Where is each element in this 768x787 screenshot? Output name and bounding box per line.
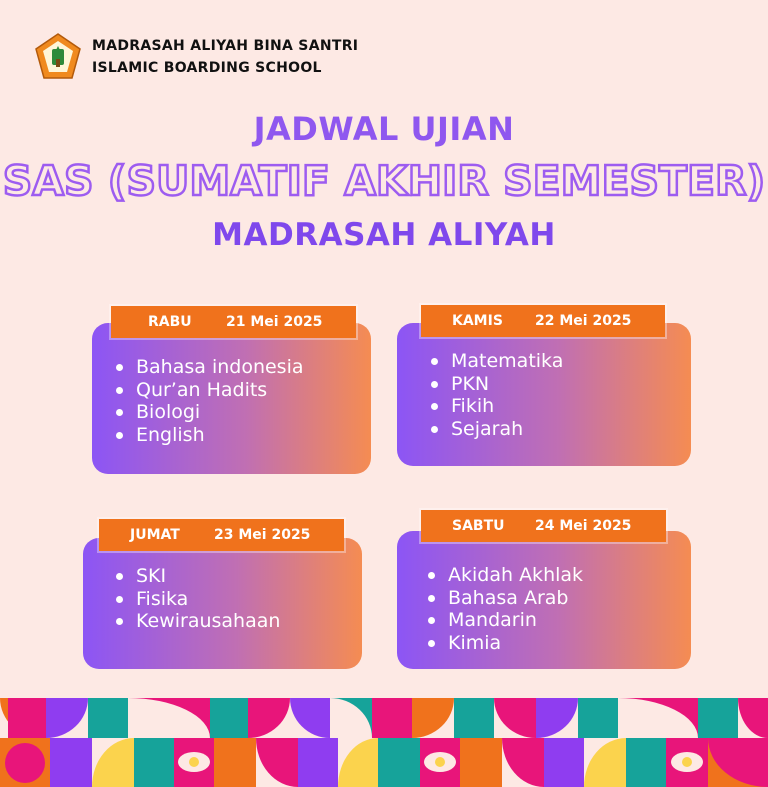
schedule-card-rabu [92,323,371,474]
pattern-bottom-row [0,738,768,787]
school-lines [92,35,358,79]
subject-item: Matematika [429,350,563,373]
subject-item: Mandarin [426,609,583,632]
subject-item: PKN [429,373,563,396]
date-label: 21 Mei 2025 [226,314,323,330]
subject-item: Kimia [426,632,583,655]
subject-list [114,565,280,633]
subject-item: Sejarah [429,418,563,441]
subject-item: Akidah Akhlak [426,564,583,587]
day-label: KAMIS [452,313,503,329]
day-badge-jumat [99,519,344,551]
date-label: 23 Mei 2025 [214,527,311,543]
schedule-card-kamis [397,323,691,466]
title-exam-schedule: JADWAL UJIAN [253,110,515,148]
decorative-pattern-border [0,698,768,787]
day-label: SABTU [452,518,505,534]
title-madrasah: MADRASAH ALIYAH [212,217,556,253]
subject-item: Fikih [429,395,563,418]
title-sas: SAS (SUMATIF AKHIR SEMESTER) [2,157,766,205]
subject-item: SKI [114,565,280,588]
header [34,32,358,82]
subject-item: Bahasa indonesia [114,356,304,379]
date-label: 24 Mei 2025 [535,518,632,534]
day-label: JUMAT [130,527,180,543]
school-logo-icon [34,32,82,82]
subject-list [429,350,563,440]
schedule-card-sabtu [397,531,691,669]
subject-item: Fisika [114,588,280,611]
subject-item: English [114,424,304,447]
subject-list [114,356,304,446]
subject-item: Biologi [114,401,304,424]
subject-item: Bahasa Arab [426,587,583,610]
subject-list [426,564,583,654]
subject-item: Qur’an Hadits [114,379,304,402]
school-name: MADRASAH ALIYAH BINA SANTRI [92,38,359,54]
day-badge-kamis [421,305,665,337]
date-label: 22 Mei 2025 [535,313,632,329]
day-badge-rabu [111,306,356,338]
day-label: RABU [148,314,192,330]
day-badge-sabtu [421,510,666,542]
subject-item: Kewirausahaan [114,610,280,633]
schedule-card-jumat [83,538,362,669]
school-type: ISLAMIC BOARDING SCHOOL [92,60,322,76]
